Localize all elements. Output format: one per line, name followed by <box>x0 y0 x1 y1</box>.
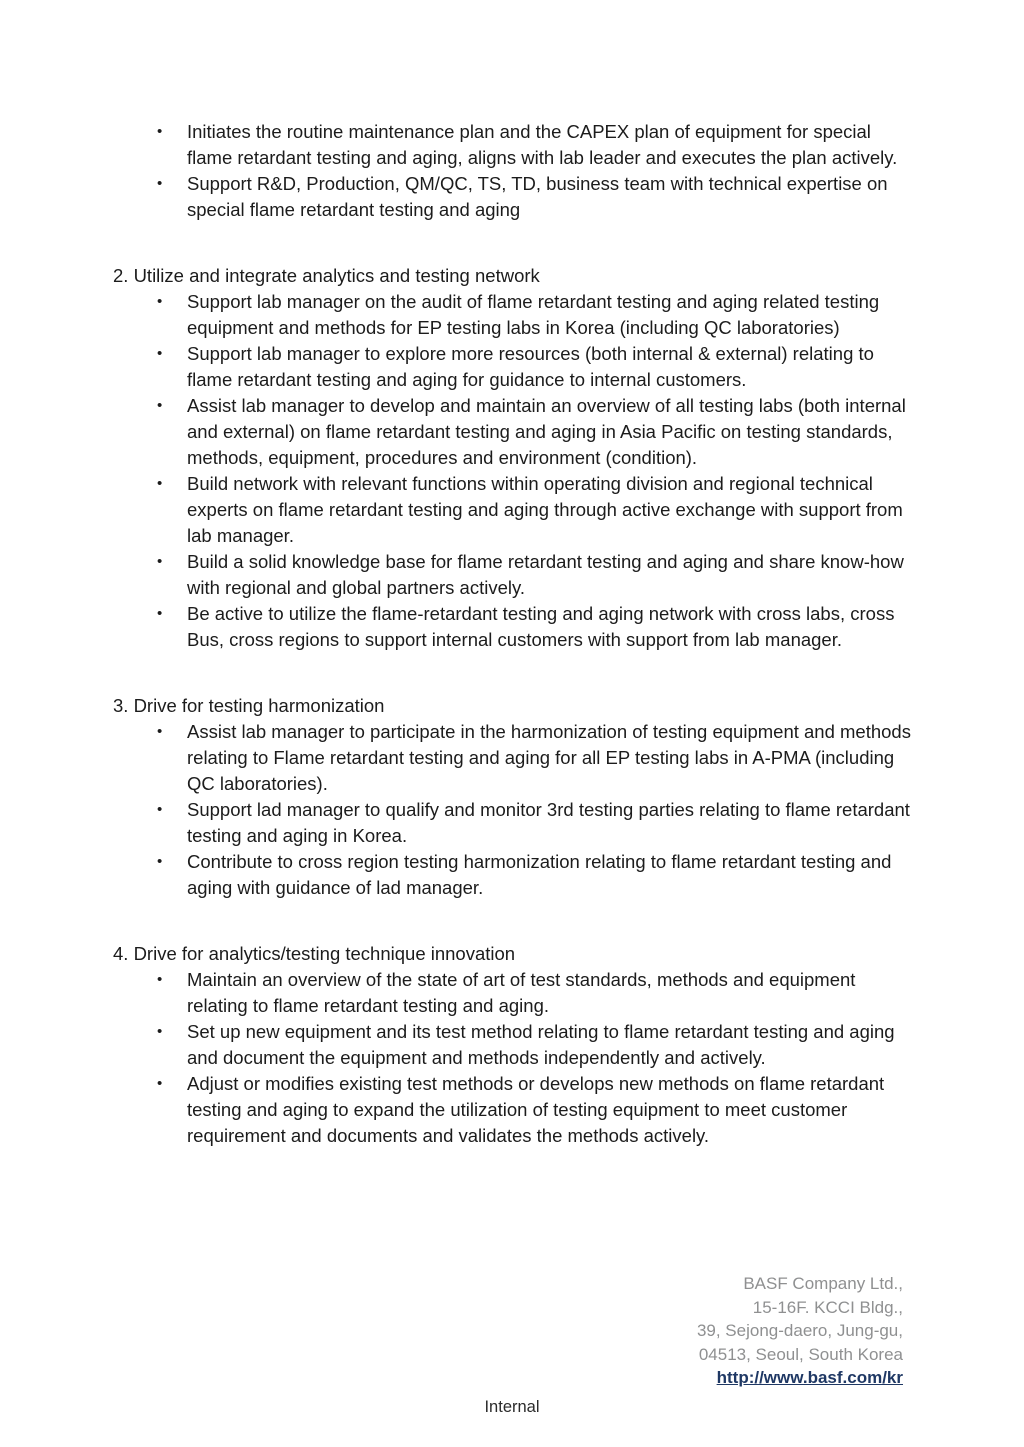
bullet-text: Support R&D, Production, QM/QC, TS, TD, business team with technical expertise on special flame retardant testing and aging <box>187 173 888 220</box>
intro-bullet-list <box>113 119 913 223</box>
bullet-item <box>113 171 913 223</box>
bullet-item <box>113 119 913 171</box>
bullet-icon: • <box>157 475 163 492</box>
bullet-icon: • <box>157 345 163 362</box>
footer-address-line: 39, Sejong-daero, Jung-gu, <box>696 1321 903 1340</box>
classification-label: Internal <box>484 1398 540 1416</box>
bullet-item <box>113 341 913 393</box>
section-heading: 4. Drive for analytics/testing technique innovation <box>113 943 516 964</box>
bullet-icon: • <box>157 123 163 140</box>
bullet-text: Maintain an overview of the state of art of test standards, methods and equipment relating to flame retardant testing and aging. <box>187 969 856 1016</box>
section-heading: 2. Utilize and integrate analytics and testing network <box>113 265 540 286</box>
bullet-icon: • <box>157 175 163 192</box>
bullet-icon: • <box>157 553 163 570</box>
bullet-icon: • <box>157 971 163 988</box>
bullet-item <box>113 289 913 341</box>
footer-link-row <box>697 1366 903 1390</box>
bullet-item <box>113 471 913 549</box>
footer-link[interactable]: http://www.basf.com/kr <box>716 1368 903 1387</box>
bullet-icon: • <box>157 853 163 870</box>
bullet-text: Support lab manager to explore more resources (both internal & external) relating to flame retardant testing and aging for guidance to internal customers. <box>187 343 874 390</box>
section-bullet-list <box>113 719 913 901</box>
bullet-item <box>113 1071 913 1149</box>
bullet-item <box>113 393 913 471</box>
footer-address-line: BASF Company Ltd., <box>743 1274 903 1293</box>
document-body <box>113 119 913 1149</box>
section-2 <box>113 263 913 653</box>
bullet-text: Support lab manager on the audit of flame retardant testing and aging related testing equipment and methods for EP testing labs in Korea (including QC laboratories) <box>187 291 880 338</box>
bullet-item <box>113 549 913 601</box>
bullet-item <box>113 849 913 901</box>
bullet-icon: • <box>157 293 163 310</box>
section-heading: 3. Drive for testing harmonization <box>113 695 385 716</box>
footer-address-line: 15-16F. KCCI Bldg., <box>752 1297 903 1317</box>
bullet-item <box>113 967 913 1019</box>
bullet-icon: • <box>157 801 163 818</box>
section-bullet-list <box>113 289 913 653</box>
bullet-item <box>113 797 913 849</box>
bullet-text: Assist lab manager to participate in the harmonization of testing equipment and methods relating to Flame retardant testing and aging for all EP testing labs in A-PMA (including QC laboratories). <box>187 721 911 794</box>
bullet-item <box>113 601 913 653</box>
bullet-item <box>113 1019 913 1071</box>
section-bullet-list <box>113 967 913 1149</box>
bullet-text: Assist lab manager to develop and maintain an overview of all testing labs (both internal and external) on flame retardant testing and aging in Asia Pacific on testing standards, methods, equipment, procedures and environment (condition). <box>187 395 906 468</box>
bullet-text: Be active to utilize the flame-retardant testing and aging network with cross labs, cross Bus, cross regions to support internal customers with support from lab manager. <box>187 603 895 650</box>
bullet-text: Initiates the routine maintenance plan and the CAPEX plan of equipment for special flame retardant testing and aging, aligns with lab leader and executes the plan actively. <box>187 121 898 168</box>
bullet-icon: • <box>157 723 163 740</box>
section-3 <box>113 693 913 901</box>
bullet-text: Set up new equipment and its test method relating to flame retardant testing and aging and document the equipment and methods independently and actively. <box>187 1021 895 1068</box>
footer-address-line: 04513, Seoul, South Korea <box>698 1344 903 1364</box>
bullet-icon: • <box>157 1075 163 1092</box>
bullet-text: Adjust or modifies existing test methods or develops new methods on flame retardant testing and aging to expand the utilization of testing equipment to meet customer requirement and documents and validates the methods actively. <box>187 1073 885 1146</box>
bullet-item <box>113 719 913 797</box>
bullet-icon: • <box>157 1023 163 1040</box>
bullet-text: Build a solid knowledge base for flame retardant testing and aging and share know-how with regional and global partners actively. <box>187 551 904 598</box>
bullet-icon: • <box>157 397 163 414</box>
bullet-text: Contribute to cross region testing harmonization relating to flame retardant testing and aging with guidance of lad manager. <box>187 851 892 898</box>
bullet-text: Support lad manager to qualify and monitor 3rd testing parties relating to flame retardant testing and aging in Korea. <box>187 799 910 846</box>
footer-address-block <box>697 1272 903 1390</box>
bullet-text: Build network with relevant functions within operating division and regional technical experts on flame retardant testing and aging through active exchange with support from lab manager. <box>187 473 903 546</box>
bullet-icon: • <box>157 605 163 622</box>
section-4 <box>113 941 913 1149</box>
